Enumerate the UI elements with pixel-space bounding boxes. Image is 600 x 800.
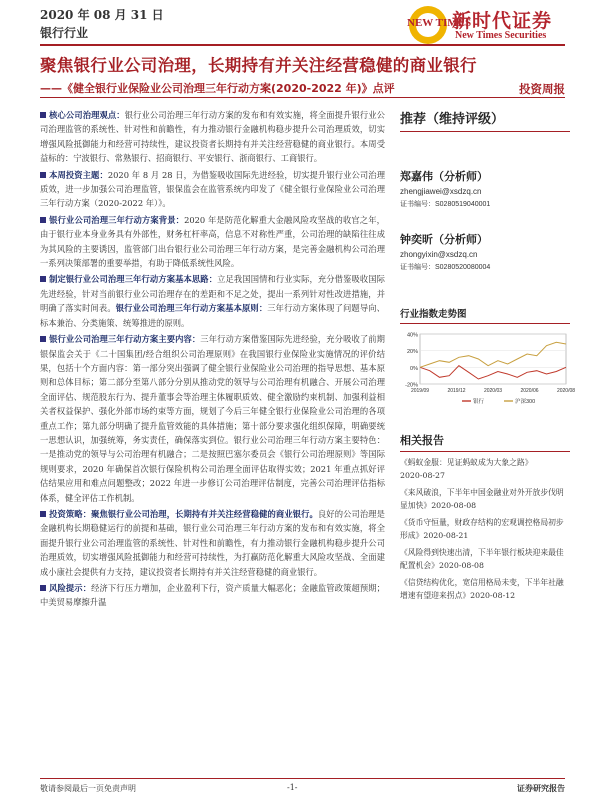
paragraph-lead: 投资策略： [49,508,92,519]
paragraph-core-view [40,108,385,166]
analyst-cert: 证书编号：S0280520080004 [400,264,491,271]
x-tick-label: 2020/08 [556,388,576,394]
paragraph-inline-lead: 聚焦银行业公司治理，长期持有并关注经营稳健的商业银行。 [91,508,318,519]
related-report-item[interactable] [400,516,570,542]
subtitle-divider [40,97,565,98]
analyst-cert: 证书编号：S0280519040001 [400,201,491,208]
paragraph-lead: 风险提示： [49,583,92,593]
series-line-1 [420,342,566,367]
bullet-icon [40,511,46,517]
sector-label: 银行行业 [40,26,89,40]
y-tick-label: -20% [405,382,418,389]
analyst-card [400,168,570,209]
paragraph-risk [40,581,385,610]
paragraph-inline-lead: 银行业公司治理三年行动方案基本原则： [115,303,268,314]
paragraph-text: 2020 年是防范化解重大金融风险攻坚战的收官之年，由于银行业本身业务具有外部性，财务杠杆率高，信息不对称性严重，公司治理的缺陷往往成为其风险的主要诱因，监管部门出台银行业公司治理三年行动方案，是完善金融机构公司治理一系列决策部署的重要举措，有助于降低系统性风险。 [40,214,385,269]
paragraph-text: 立足我国国情和行业实际，充分借鉴吸收国际先进经验，针对当前银行业公司治理存在的差距和不足之处，提出一系列针对性改进措施，并明确了落实时间表。 [40,274,385,314]
analyst-email[interactable]: zhongyixin@xsdzq.cn [400,250,478,259]
legend-label: 沪深300 [515,399,536,405]
sidebar [400,108,576,602]
footer-disclaimer: 敬请参阅最后一页免责声明 [40,784,136,793]
paragraph-text: 经济下行压力增加，企业盈利下行，资产质量大幅恶化；金融监管政策超预期；中美贸易摩擦升温 [40,583,385,608]
company-name-cn: 新时代证券 [452,10,553,32]
analyst-name: 郑嘉伟（分析师） [400,170,488,183]
related-report-date: 2020-08-08 [438,561,484,570]
footer-report-label: 证券研究报告 [517,783,565,793]
report-title: 聚焦银行业公司治理，长期持有并关注经营稳健的商业银行 [40,56,477,75]
report-subtitle: ——《健全银行业保险业公司治理三年行动方案(2020-2022 年)》点评 [40,82,395,95]
related-report-title[interactable]: 《货币守恒量，财政存结构的宏观调控格局初步形成》 [400,518,564,540]
bullet-icon [40,112,46,118]
related-report-date: 2020-08-21 [423,531,469,540]
paragraph-main-content [40,332,385,505]
paragraph-strategy [40,507,385,579]
bullet-icon [40,172,46,178]
paragraph-lead: 核心公司治理观点： [49,110,125,120]
x-tick-label: 2020/03 [483,388,503,394]
legend-label: 银行 [473,399,485,405]
related-report-title[interactable]: 《来风破浪，下半年中国金融业对外开放步伐明显加快》 [400,488,564,510]
main-content [40,108,385,612]
report-type: 投资周报 [519,82,565,96]
header-divider [40,44,565,46]
related-report-date: 2020-08-27 [400,471,445,480]
series-line-0 [420,366,566,379]
x-tick-label: 2020/06 [520,388,539,394]
paragraph-lead: 制定银行业公司治理三年行动方案基本思路： [49,274,218,285]
related-report-date: 2020-08-08 [431,501,477,510]
related-report-title[interactable]: 《蚂蚁金服：见证蚂蚁成为大象之路》 [400,458,533,467]
analyst-email[interactable]: zhengjiawei@xsdzq.cn [400,187,482,196]
related-reports-title: 相关报告 [400,432,570,452]
paragraph-tail: 三年行动方案体现了问题导向、标本兼治、分类施策、统筹推进的原则。 [40,303,385,328]
bullet-icon [40,217,46,223]
new-times-logo [404,4,472,46]
y-tick-label: 40% [406,332,418,339]
related-report-title[interactable]: 《风险得到快速出清，下半年银行板块迎来最佳配置机会》 [400,548,564,570]
related-report-item[interactable] [400,576,570,602]
analyst-name: 钟奕昕（分析师） [400,233,488,246]
related-report-item[interactable] [400,456,570,482]
y-tick-label: 20% [406,349,418,356]
logo-text: NEW TIMES [407,17,472,29]
paragraph-text: 2020 年 8 月 28 日，为借鉴吸收国际先进经验，切实提升银行业公司治理质效，进一步加强公司治理监管，银保监会在监管系统内印发了《健全银行业保险业公司治理三年行动方案（2020-2022 年）》。 [40,169,385,209]
paragraph-text: 银行业公司治理三年行动方案的发布和有效实施，将全面提升银行业公司治理监管的系统性、针对性和前瞻性，有力推动银行金融机构稳步提升公司治理质效，切实增强风险抵御能力和经营可持续性，建议投资者长期持有并关注经营稳健的商业银行。本周受益标的：宁波银行、常熟银行、招商银行、平安银行、浙商银行、工商银行。 [40,110,385,164]
footer-divider [40,778,565,779]
related-report-title[interactable]: 《信贷结构优化，宽信用格局未变，下半年社融增速有望迎来拐点》 [400,578,564,600]
company-name-en: New Times Securities [455,30,547,41]
paragraph-tail: 良好的公司治理是金融机构长期稳健运行的前提和基础，银行业公司治理三年行动方案的发布和有效实施，将全面提升银行业公司治理监管的系统性、针对性和前瞻性，有力推动银行金融机构稳步提升公司治理质效，切实增强风险抵御能力和经营可持续性，为打赢防范化解重大风险攻坚战、全面建成小康社会提供有力支持，建议投资者长期持有并关注经营稳健的商业银行。 [40,508,385,577]
bullet-icon [40,336,46,342]
x-tick-label: 2019/12 [447,388,466,394]
index-trend-chart [400,328,576,408]
analyst-card [400,231,570,272]
paragraph-lead: 本周投资主题： [49,169,108,180]
report-date: 2020 年 08 月 31 日 [40,8,164,22]
paragraph-weekly-theme [40,168,385,211]
related-report-date: 2020-08-12 [470,591,516,600]
paragraph-basic-approach [40,272,385,330]
paragraph-lead: 银行业公司治理三年行动方案主要内容： [49,334,201,345]
page-number: -1- [287,783,298,792]
paragraph-lead: 银行业公司治理三年行动方案背景： [49,214,185,225]
paragraph-background [40,213,385,271]
y-tick-label: 0% [410,365,418,372]
paragraph-text: 三年行动方案借鉴国际先进经验，充分吸收了前期银保监会关于《二十国集团/经合组织公司治理原则》在我国银行业保险业实施情况的评价结果，包括十个方面内容：第一部分突出强调了健全银行业保险业公司治理的指导思想、基本原则和总体目标；第二部分至第八部分分别从推动党的领导与公司治理有机融合、开展公司治理全面评估、规范股东行为、提升董事会等治理主体履职质效、健全激励约束机制、加强利益相关者权益保护、强化外部市场约束等方面，规划了今后三年健全银行业保险业公司治理的各项重点工作；第九部分明确了提升监管效能的具体措施；第十部分要求强化组织保障，明确要统一思想认识，加强统筹，务实责任，确保落实到位。银行业公司治理三年行动方案主要特色：一是推动党的领导与公司治理有机融合；二是按照巴塞尔委员会《银行公司治理原则》等国际规则要求，2020 年确保首次银行保险机构公司治理全面评估取得实效；2021 年重点抓好评估结果应用和难点问题整改；2022 年进一步修订公司治理评估制度，完善公司治理评估指标体系，健全评估工作机制。 [40,334,385,503]
x-tick-label: 2019/09 [410,388,430,394]
bullet-icon [40,276,46,282]
related-report-item[interactable] [400,546,570,572]
bullet-icon [40,585,46,591]
rating: 推荐（维持评级） [400,108,570,132]
chart-title: 行业指数走势图 [400,306,570,324]
related-report-item[interactable] [400,486,570,512]
